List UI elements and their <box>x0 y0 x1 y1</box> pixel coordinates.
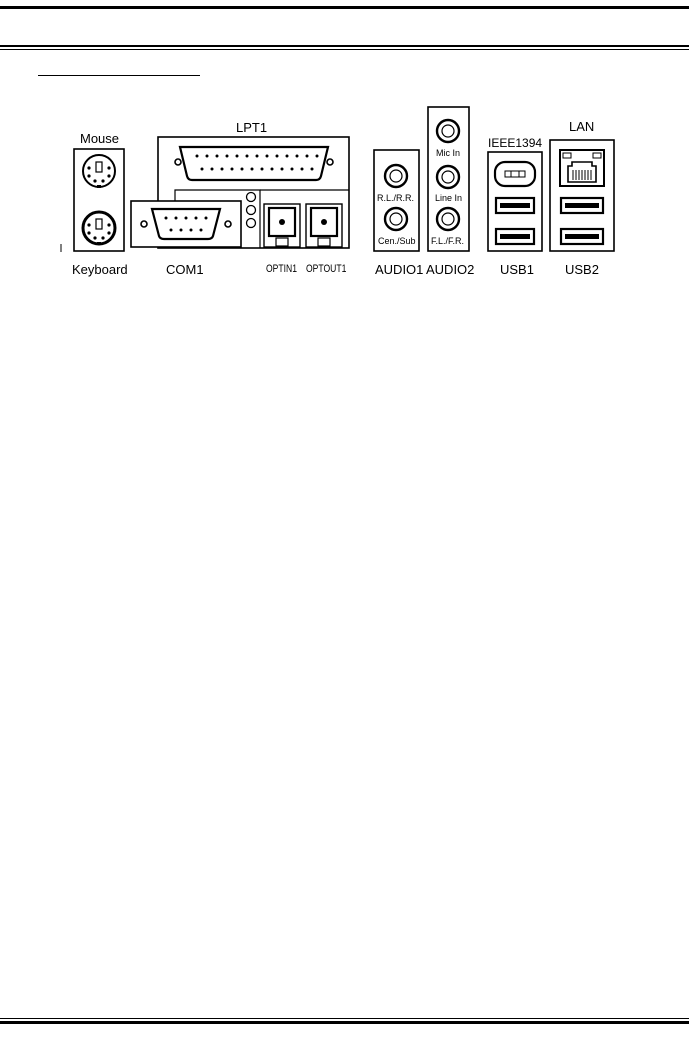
optin1-port-icon <box>264 204 300 247</box>
usb2-label: USB2 <box>565 262 599 277</box>
line-in-label: Line In <box>435 193 463 203</box>
usb2-block <box>550 140 614 251</box>
audio1-label: AUDIO1 <box>375 262 424 277</box>
usb1-block <box>488 152 542 251</box>
audio2-label: AUDIO2 <box>426 262 475 277</box>
mouse-label: Mouse <box>80 131 120 146</box>
fl-fr-label: F.L./F.R. <box>431 236 465 246</box>
cen-sub-label: Cen./Sub <box>378 236 416 246</box>
audio2-block <box>428 107 469 251</box>
mouse-port-icon <box>83 155 115 188</box>
ieee1394-label: IEEE1394 <box>488 136 543 150</box>
lpt-com-block <box>131 137 349 248</box>
optout1-label: OPTOUT1 <box>306 263 347 275</box>
keyboard-port-icon <box>83 212 115 245</box>
mic-in-label: Mic In <box>436 148 461 158</box>
rl-rr-label: R.L./R.R. <box>377 193 415 203</box>
keyboard-label: Keyboard <box>72 262 128 277</box>
optin1-label: OPTIN1 <box>266 263 297 275</box>
lpt1-label: LPT1 <box>236 120 268 135</box>
ps2-block <box>74 149 124 251</box>
lan-label: LAN <box>569 119 595 134</box>
com1-label: COM1 <box>166 262 204 277</box>
lpt1-port-icon <box>175 147 333 180</box>
usb1-label: USB1 <box>500 262 534 277</box>
optout1-port-icon <box>306 204 342 247</box>
